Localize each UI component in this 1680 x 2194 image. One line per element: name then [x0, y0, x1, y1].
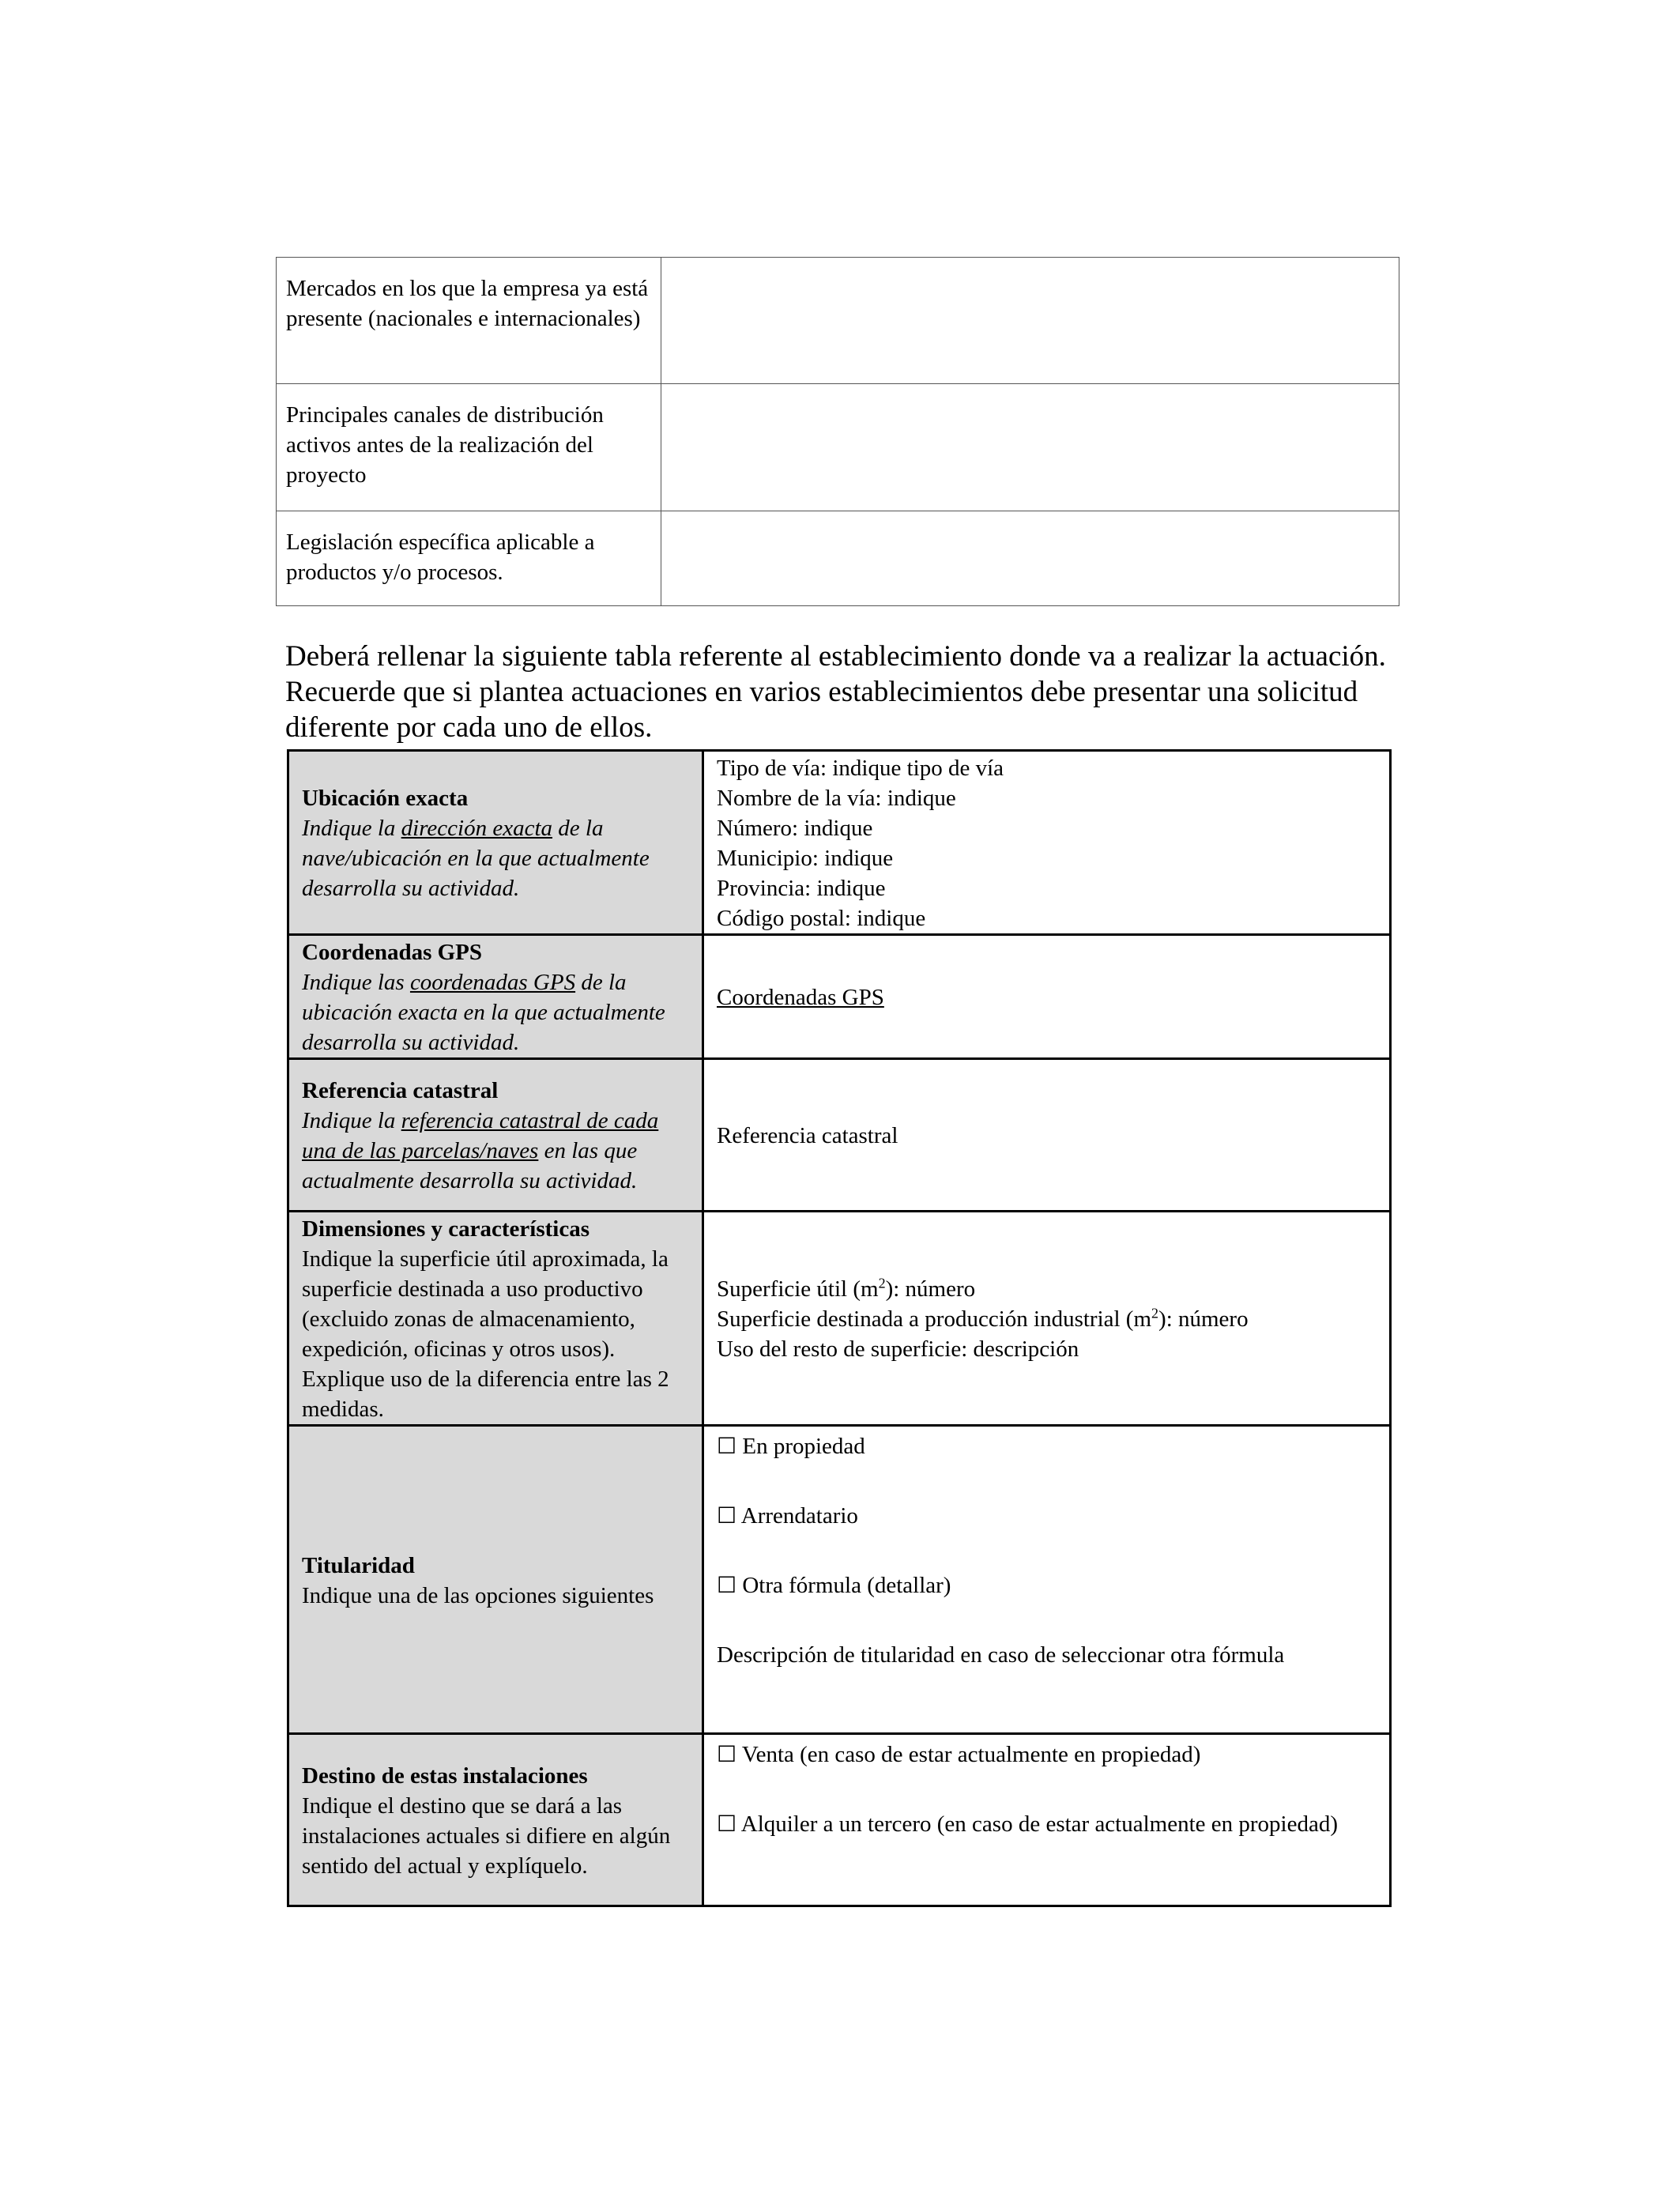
superficie-industrial-sup: 2 [1151, 1305, 1159, 1321]
ubicacion-line[interactable]: Nombre de la vía: indique [717, 786, 956, 811]
table-row [288, 1059, 1391, 1212]
table-row [288, 935, 1391, 1059]
checkbox-icon[interactable]: ☐ [717, 1502, 737, 1529]
catastral-value[interactable]: Referencia catastral [717, 1123, 898, 1148]
superficie-util-post: ): número [885, 1276, 976, 1302]
catastral-desc [302, 1108, 658, 1193]
superficie-util-pre: Superficie útil (m [717, 1276, 879, 1302]
row-value-canales[interactable] [661, 384, 1399, 511]
option-arrendatario[interactable] [717, 1501, 1377, 1531]
table-row [288, 1212, 1391, 1426]
option-label: Arrendatario [740, 1503, 858, 1529]
ubicacion-line[interactable]: Código postal: indique [717, 906, 926, 931]
superficie-util-line[interactable] [717, 1274, 1377, 1304]
checkbox-icon[interactable]: ☐ [717, 1572, 737, 1598]
instructions-paragraph: Deberá rellenar la siguiente tabla referente al establecimiento donde va a realizar la actuación. Recuerde que si plantea actuaciones en varios establecimientos debe presentar una solicitud diferente por cada uno de ellos. [285, 640, 1386, 744]
ubicacion-line[interactable]: Tipo de vía: indique tipo de vía [717, 756, 1004, 781]
titularidad-title: Titularidad [302, 1552, 415, 1578]
option-en-propiedad[interactable] [717, 1431, 1377, 1461]
checkbox-icon[interactable]: ☐ [717, 1433, 737, 1459]
table-row [288, 751, 1391, 935]
catastral-value-cell[interactable] [703, 1059, 1391, 1212]
dimensiones-label-cell [288, 1212, 703, 1426]
superficie-industrial-post: ): número [1158, 1306, 1249, 1332]
catastral-desc-post: en las que actualmente desarrolla su actividad. [302, 1138, 638, 1193]
ubicacion-value-cell[interactable] [703, 751, 1391, 935]
row-value-mercados[interactable] [661, 258, 1399, 384]
table-row [288, 1734, 1391, 1906]
destino-label-cell [288, 1734, 703, 1906]
ubicacion-label-cell [288, 751, 703, 935]
option-alquiler[interactable] [717, 1809, 1377, 1839]
option-label: Otra fórmula (detallar) [742, 1573, 951, 1598]
gps-desc [302, 970, 665, 1055]
checkbox-icon[interactable]: ☐ [717, 1811, 737, 1837]
row-label-mercados: Mercados en los que la empresa ya está presente (nacionales e internacionales) [277, 258, 661, 384]
option-label: Alquiler a un tercero (en caso de estar actualmente en propiedad) [740, 1811, 1339, 1837]
option-otra-formula[interactable] [717, 1570, 1377, 1600]
option-label: En propiedad [742, 1434, 865, 1459]
ubicacion-desc [302, 816, 650, 901]
ubicacion-desc-pre: Indique la [302, 816, 401, 841]
destino-value-cell [703, 1734, 1391, 1906]
market-info-table [276, 257, 1399, 606]
checkbox-icon[interactable]: ☐ [717, 1741, 737, 1767]
ubicacion-line[interactable]: Municipio: indique [717, 846, 894, 871]
titularidad-value-cell [703, 1426, 1391, 1734]
superficie-industrial-line[interactable] [717, 1304, 1377, 1334]
option-venta[interactable] [717, 1740, 1377, 1770]
uso-resto-line[interactable]: Uso del resto de superficie: descripción [717, 1336, 1079, 1362]
table-row [277, 384, 1399, 511]
dimensiones-title: Dimensiones y características [302, 1216, 590, 1242]
titularidad-extra[interactable]: Descripción de titularidad en caso de seleccionar otra fórmula [717, 1642, 1285, 1668]
gps-desc-post: de la ubicación exacta en la que actualmente desarrolla su actividad. [302, 970, 665, 1055]
catastral-desc-link: referencia catastral de cada una de las parcelas/naves [302, 1108, 659, 1163]
row-label-canales: Principales canales de distribución activos antes de la realización del proyecto [277, 384, 661, 511]
gps-value[interactable]: Coordenadas GPS [717, 985, 884, 1010]
titularidad-label-cell [288, 1426, 703, 1734]
catastral-desc-pre: Indique la [302, 1108, 401, 1133]
row-value-legislacion[interactable] [661, 511, 1399, 606]
table-row [277, 258, 1399, 384]
superficie-util-sup: 2 [878, 1275, 886, 1291]
dimensiones-desc: Indique la superficie útil aproximada, la superficie destinada a uso productivo (excluido zonas de almacenamiento, expedición, oficinas y otros usos). Explique uso de la diferencia entre las 2 medidas. [302, 1246, 669, 1422]
ubicacion-desc-post: de la nave/ubicación en la que actualmente desarrolla su actividad. [302, 816, 650, 901]
destino-desc: Indique el destino que se dará a las instalaciones actuales si difiere en algún sentido del actual y explíquelo. [302, 1793, 671, 1879]
ubicacion-desc-link: dirección exacta [401, 816, 553, 841]
table-row [277, 511, 1399, 606]
row-label-legislacion: Legislación específica aplicable a productos y/o procesos. [277, 511, 661, 606]
establishment-table [287, 749, 1392, 1907]
catastral-label-cell [288, 1059, 703, 1212]
gps-desc-pre: Indique las [302, 970, 410, 995]
catastral-title: Referencia catastral [302, 1078, 499, 1103]
dimensiones-value-cell[interactable] [703, 1212, 1391, 1426]
superficie-industrial-pre: Superficie destinada a producción industrial (m [717, 1306, 1152, 1332]
ubicacion-title: Ubicación exacta [302, 786, 469, 811]
titularidad-desc: Indique una de las opciones siguientes [302, 1582, 654, 1608]
ubicacion-line[interactable]: Provincia: indique [717, 876, 886, 901]
gps-value-cell[interactable] [703, 935, 1391, 1059]
gps-title: Coordenadas GPS [302, 940, 483, 965]
table-row [288, 1426, 1391, 1734]
option-label: Venta (en caso de estar actualmente en propiedad) [741, 1742, 1201, 1767]
destino-title: Destino de estas instalaciones [302, 1762, 588, 1789]
gps-desc-link: coordenadas GPS [409, 970, 576, 995]
ubicacion-line[interactable]: Número: indique [717, 816, 873, 841]
gps-label-cell [288, 935, 703, 1059]
